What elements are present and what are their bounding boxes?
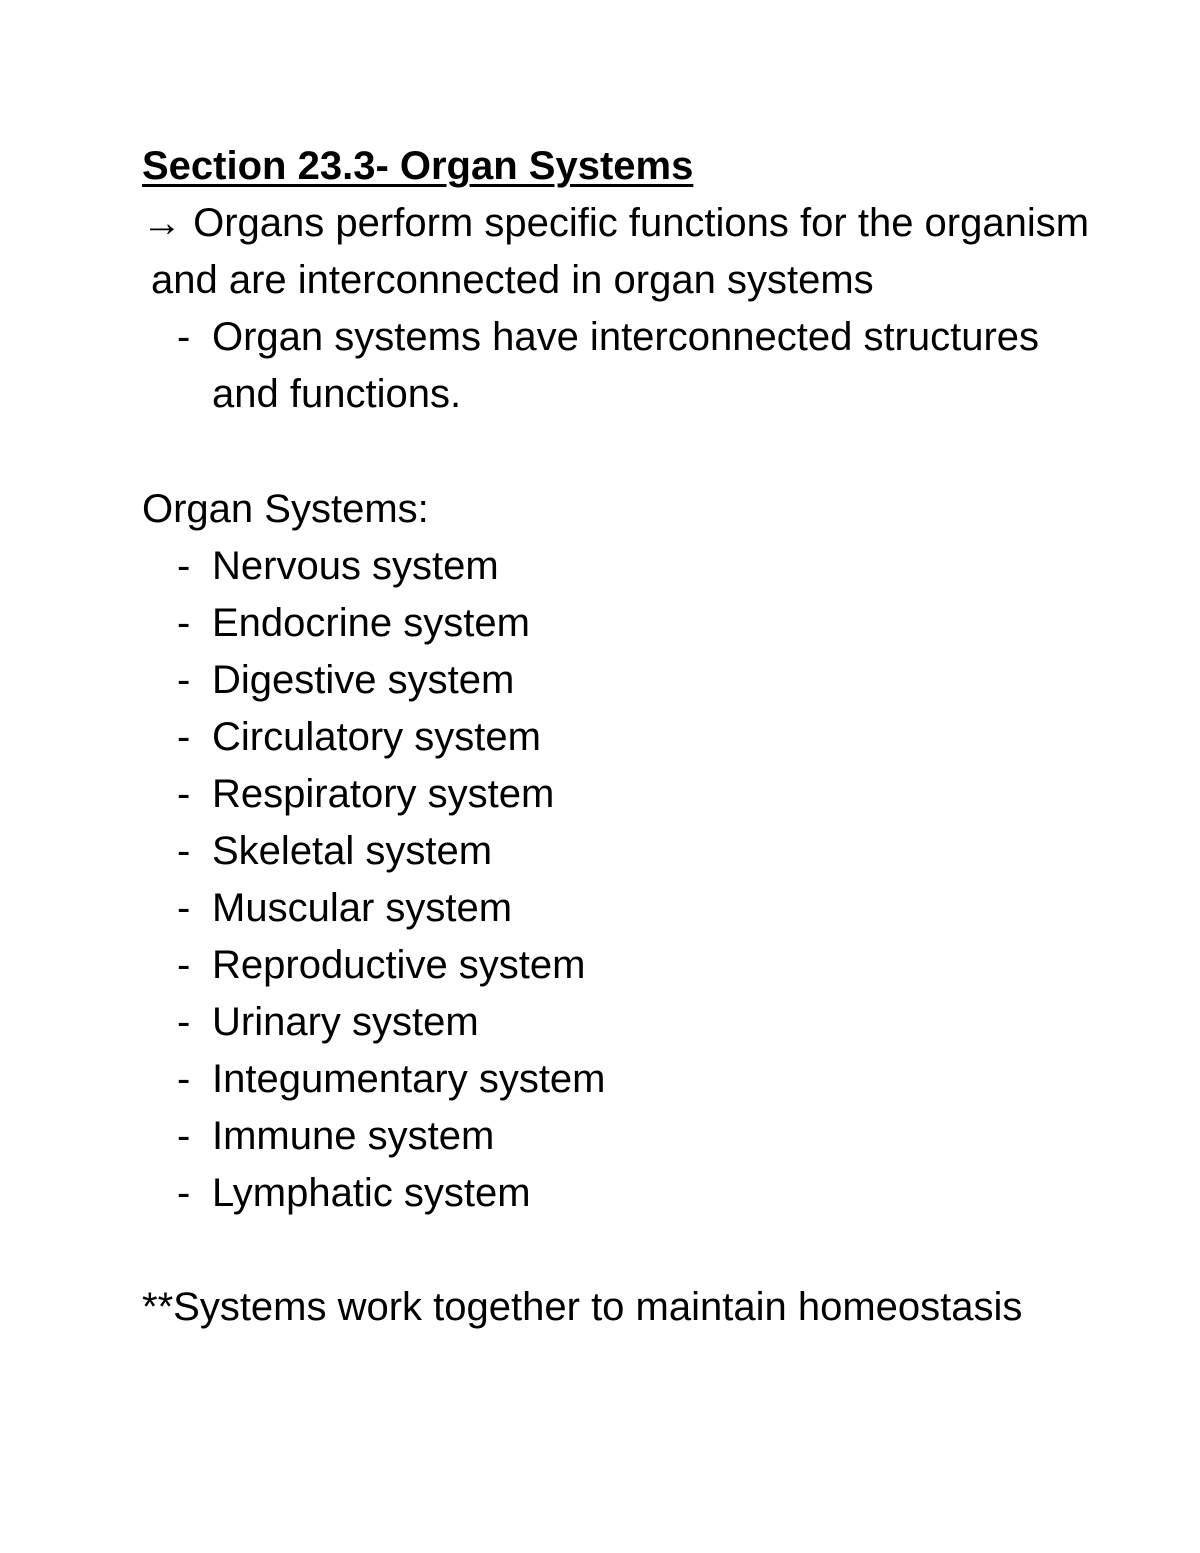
dash-bullet: -	[177, 1057, 191, 1101]
dash-bullet: -	[177, 829, 191, 873]
list-item-text: Integumentary system	[212, 1057, 606, 1101]
list-item	[177, 1170, 531, 1216]
list-item	[177, 1113, 494, 1159]
dash-bullet: -	[177, 544, 191, 588]
list-item	[177, 942, 585, 988]
intro-text-1: Organs perform specific functions for the organism	[193, 201, 1090, 245]
list-item-text: Lymphatic system	[212, 1171, 531, 1215]
list-item-text: Reproductive system	[212, 943, 586, 987]
section-title: Section 23.3- Organ Systems	[142, 144, 694, 188]
list-item-text: Endocrine system	[212, 601, 530, 645]
dash-bullet: -	[177, 658, 191, 702]
list-item	[177, 828, 492, 874]
list-item-text: Nervous system	[212, 544, 499, 588]
list-item	[177, 1056, 606, 1102]
list-item-text: Digestive system	[212, 658, 515, 702]
list-item	[177, 600, 530, 646]
dash-bullet: -	[177, 715, 191, 759]
dash-bullet: -	[177, 601, 191, 645]
list-item-text: Immune system	[212, 1114, 495, 1158]
list-item	[177, 885, 512, 931]
dash-bullet: -	[177, 1171, 191, 1215]
dash-bullet: -	[177, 886, 191, 930]
list-item	[177, 999, 479, 1045]
list-item-text: Circulatory system	[212, 715, 541, 759]
sub-point-text-1: Organ systems have interconnected structures	[212, 315, 1040, 359]
intro-line-1	[142, 200, 1089, 246]
intro-line-2: and are interconnected in organ systems	[151, 258, 874, 302]
list-item	[177, 714, 541, 760]
dash-bullet: -	[177, 943, 191, 987]
arrow-icon: →	[142, 201, 182, 245]
list-item-text: Respiratory system	[212, 772, 555, 816]
sub-point-line-2: and functions.	[212, 372, 462, 416]
homeostasis-note: **Systems work together to maintain homeostasis	[142, 1285, 1023, 1329]
systems-heading: Organ Systems:	[142, 487, 429, 531]
dash-bullet: -	[177, 1114, 191, 1158]
list-item-text: Skeletal system	[212, 829, 493, 873]
dash-bullet: -	[177, 315, 191, 359]
list-item	[177, 657, 514, 703]
list-item	[177, 771, 554, 817]
list-item-text: Muscular system	[212, 886, 513, 930]
list-item-text: Urinary system	[212, 1000, 479, 1044]
list-item	[177, 543, 499, 589]
sub-point-line-1	[177, 314, 1039, 360]
dash-bullet: -	[177, 772, 191, 816]
dash-bullet: -	[177, 1000, 191, 1044]
